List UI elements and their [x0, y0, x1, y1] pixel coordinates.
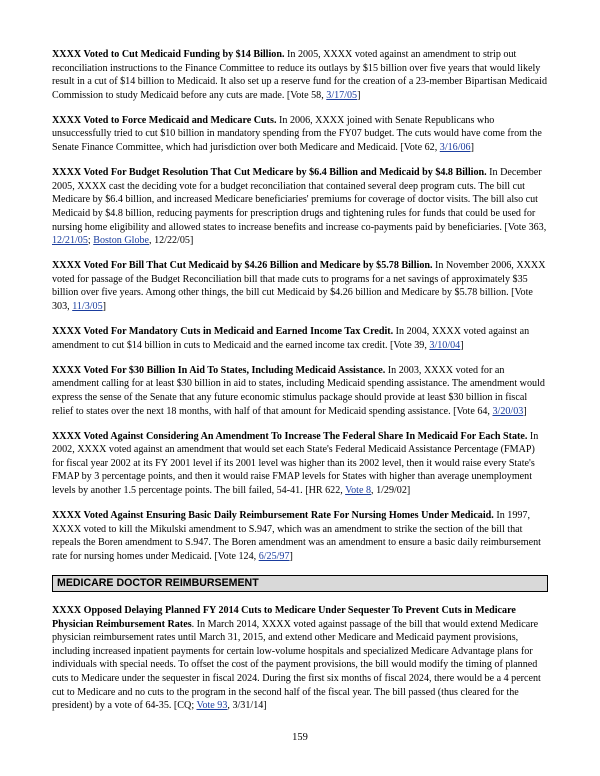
citation-tail: , 1/29/02]	[371, 485, 411, 497]
paragraph-body: In 2003, XXXX voted for an amendment calling for at least $30 billion in aid to states, including Medicaid spending assistance. The amendment would express the sense of the Senate that any future economic stimulus package should provide at least $30 billion in fiscal relief to states over the next 18 months, with half of that amount for Medicaid spending assistance. [Vote 64,	[52, 364, 545, 417]
paragraph-heading: XXXX Opposed Delaying Planned FY 2014 Cuts to Medicare Under Sequester To Prevent Cuts in Medicare Physician Reimbursement Rates	[52, 605, 516, 630]
citation-tail: ]	[289, 550, 293, 562]
paragraph-body: In 1997, XXXX voted to kill the Mikulski amendment to S.947, which was an amendment to strike the section of the bill that repeals the Boren amendment to S.947. The Boren amendment was an amendment to ensure a basic daily reimbursement rate for nursing homes under Medicaid. [Vote 124,	[52, 510, 541, 562]
paragraph-body: In 2005, XXXX voted against an amendment to strip out reconciliation instructions to the Finance Committee to reduce its outlays by $15 billion over five years that would likely result in a cut of $14 billion to Medicaid. It also set up a reserve fund for the creation of a 23-member Bipartisan Medicaid Commission to study Medicaid before any cuts are made. [Vote 58,	[52, 49, 548, 101]
citation-tail: ]	[357, 89, 361, 101]
vote-paragraph-budget-resolution	[52, 166, 548, 248]
page-content	[52, 48, 548, 724]
source-link[interactable]: 3/20/03	[492, 405, 524, 417]
source-link[interactable]: Vote 93	[196, 700, 228, 712]
vote-paragraph-eitc	[52, 325, 548, 352]
page-number: 159	[292, 732, 308, 743]
paragraph-body: In 2002, XXXX voted against an amendment that would set each State's Federal Medicaid Assistance Percentage (FMAP) for fiscal year 2002 at its FY 2001 level if its 2001 level was higher than its 2002 level, then it would raise every State's FMAP by 3 percentage points, and then it would raise FMAP levels for States with higher than average unemployment levels by another 1.5 percentage points. The bill failed, 54-41. [HR 622,	[52, 430, 539, 497]
paragraph-heading: XXXX Voted For Budget Resolution That Cut Medicare by $6.4 Billion and Medicaid by $4.8 Billion.	[52, 167, 487, 179]
vote-paragraph-force-cuts	[52, 114, 548, 155]
source-link[interactable]: 3/10/04	[429, 339, 461, 351]
paragraph-heading: XXXX Voted For Bill That Cut Medicaid by $4.26 Billion and Medicare by $5.78 Billion.	[52, 260, 433, 272]
vote-paragraph-physician-reimbursement	[52, 604, 548, 713]
citation-tail: , 3/31/14]	[227, 700, 267, 712]
paragraph-heading: XXXX Voted to Cut Medicaid Funding by $14 Billion.	[52, 49, 285, 60]
paragraph-heading: XXXX Voted to Force Medicaid and Medicare Cuts.	[52, 114, 277, 126]
paragraph-body: In 2004, XXXX voted against an amendment to cut $14 billion in cuts to Medicaid and the earned income tax credit. [Vote 39,	[52, 326, 530, 351]
paragraph-body: . In March 2014, XXXX voted against passage of the bill that would extend Medicare physician reimbursement rates until March 31, 2015, and extend other Medicare and Medicaid payment provisions, including increased inpatient payments for certain low-volume hospitals and specialized Medicare Advantage plans for individuals with special needs. To offset the cost of the payment provisions, the bill would modify the timing of planned cuts to Medicare under the sequester in fiscal 2024. During the first six months of fiscal 2024, there would be a 4 percent cut to Medicare and no cuts to the program in the second half of the fiscal year. The bill passed (thus cleared for the president) by a vote of 64-35. [CQ;	[52, 618, 541, 712]
paragraph-body: In December 2005, XXXX cast the deciding vote for a budget reconciliation that contained several deep program cuts. The bill cut Medicare by $6.4 billion, and increased Medicare beneficiaries' premiums for coverage of doctor visits. The bill also cut Medicaid by $4.8 billion, reducing payments for prescription drugs and tightening rules for funds that could be used for nursing home eligibility and allowed states to increase benefits and increase co-payments paid by beneficiaries. [Vote 363,	[52, 167, 547, 233]
source-link[interactable]: Vote 8	[345, 485, 372, 497]
citation-tail: , 12/22/05]	[149, 235, 194, 247]
citation-tail: ]	[460, 339, 464, 351]
vote-paragraph-fmap	[52, 430, 548, 498]
paragraph-body: In November 2006, XXXX voted for passage of the Budget Reconciliation bill that made cuts to programs for a net savings of approximately $35 billion over five years. Among other things, the bill cut Medicaid by $4.26 billion and Medicare by $5.78 billion. [Vote 303,	[52, 260, 546, 312]
source-link[interactable]: 3/17/05	[326, 89, 358, 101]
paragraph-heading: XXXX Voted Against Considering An Amendment To Increase The Federal Share In Medicaid For Each State.	[52, 430, 528, 442]
citation-tail: ]	[523, 405, 527, 417]
paragraph-heading: XXXX Voted For Mandatory Cuts in Medicaid and Earned Income Tax Credit.	[52, 326, 394, 338]
source-link[interactable]: 6/25/97	[258, 550, 290, 562]
vote-paragraph-reconciliation	[52, 259, 548, 313]
vote-paragraph-medicaid-14b	[52, 48, 548, 102]
citation-tail: ]	[102, 301, 107, 312]
source-link[interactable]: 11/3/05	[72, 301, 103, 312]
citation-tail: ]	[470, 142, 474, 154]
paragraph-body: In 2006, XXXX joined with Senate Republicans who unsuccessfully tried to cut $10 billion in mandatory spending from the FY07 budget. The cuts would have come from the Senate Finance Committee, which had jurisdiction over both Medicare and Medicaid. [Vote 62,	[52, 114, 542, 154]
vote-paragraph-nursing-homes	[52, 509, 548, 563]
source-link[interactable]: Boston Globe	[93, 235, 150, 247]
source-link[interactable]: 3/16/06	[439, 142, 471, 154]
source-link[interactable]: 12/21/05	[52, 235, 88, 247]
separator: ;	[87, 235, 94, 247]
section-header: MEDICARE DOCTOR REIMBURSEMENT	[52, 575, 548, 592]
paragraph-heading: XXXX Voted Against Ensuring Basic Daily Reimbursement Rate For Nursing Homes Under Medicaid.	[52, 510, 494, 522]
paragraph-heading: XXXX Voted For $30 Billion In Aid To States, Including Medicaid Assistance.	[52, 364, 386, 376]
vote-paragraph-aid-to-states	[52, 364, 548, 418]
